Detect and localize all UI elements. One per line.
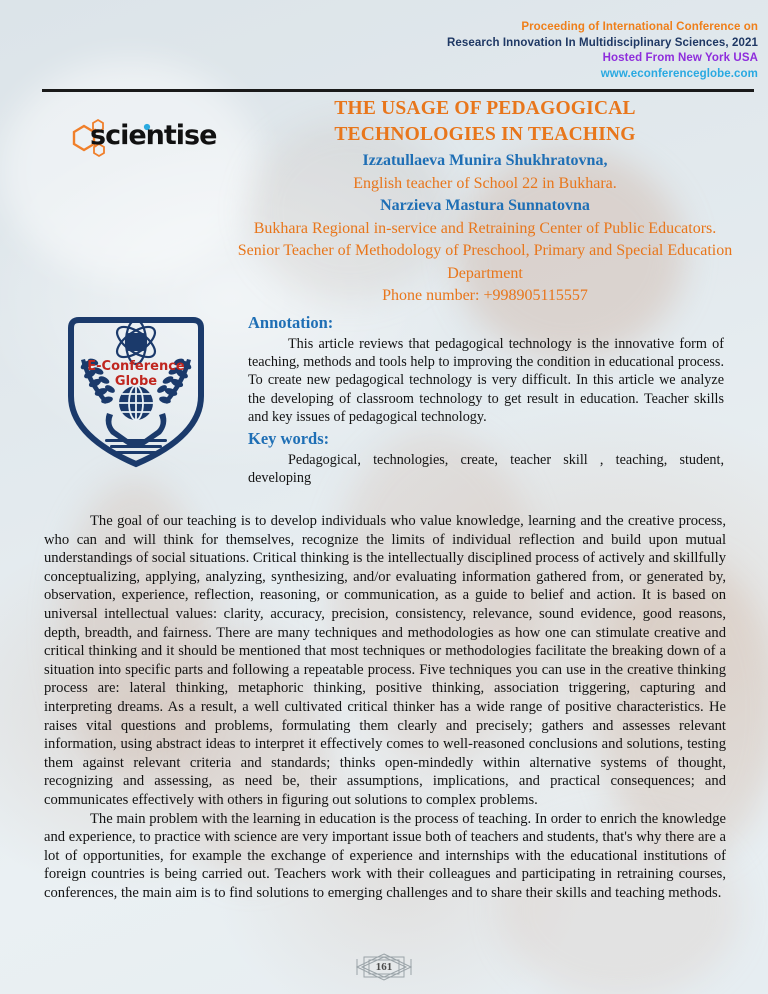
annotation-heading: Annotation: [248, 313, 334, 332]
author-name-2: Narzieva Mastura Sunnatovna [380, 197, 590, 214]
header-host-location: Hosted From New York USA [602, 52, 758, 64]
header-proceeding-line: Proceeding of International Conference on [521, 21, 758, 33]
page-number-ornament [336, 953, 432, 981]
article-title-line2: TECHNOLOGIES IN TEACHING [334, 124, 636, 145]
globe-icon [119, 386, 153, 420]
body-paragraph-1: The goal of our teaching is to develop individuals who value knowledge, learning and the creative process, who can and will think for themselves, recognize the limits of individual reflection and build upon mutual understandings of social situations. Critical thinking is the intellectually disciplined process of actively and skillfully conceptualizing, applying, analyzing, synthesizing, and/or evaluating information gathered from, or generated by, observation, experience, reflection, reasoning, or communication, as a guide to belief and action. It is based on universal intellectual values: clarity, accuracy, precision, consistency, relevance, sound evidence, good reasons, depth, breadth, and fairness. There are many techniques and methodologies as how one can stimulate creative and critical thinking and it should be mentioned that most techniques or methodologies facilitate the breaking down of a situation into specific parts and following a repeatable process. Five techniques you can use in the creative thinking process are: lateral thinking, metaphoric thinking, positive thinking, association triggering, capturing and interpreting dreams. As a result, a well cultivated critical thinker has a wide range of positive characteristics. He raises vital questions and problems, formulating them clearly and precisely; gathers and assesses relevant information, using abstract ideas to interpret it effectively comes to well-reasoned conclusions and solutions, testing them against relevant criteria and standards; thinks open-mindedly within alternative systems of thought, recognizing and assessing, as need be, their assumptions, implications, and practical consequences; and communicates effectively with others in figuring out solutions to complex problems. [44, 513, 726, 808]
scientise-wordmark: scientise [90, 120, 217, 151]
background-watermark [0, 60, 260, 280]
author-affiliation-2: Bukhara Regional in-service and Retraining Center of Public Educators. Senior Teacher of Methodology of Preschool, Primary and Special Education Department [237, 219, 733, 282]
header-conference-name: Research Innovation In Multidisciplinary Sciences, 2021 [447, 36, 758, 49]
article-body [44, 512, 726, 902]
author-name-1: Izzatullaeva Munira Shukhratovna, [362, 152, 608, 169]
atom-core-icon [127, 333, 145, 351]
econference-globe-badge [57, 312, 215, 472]
badge-label-line1: E-Conference [87, 359, 185, 374]
author-affiliation-1: English teacher of School 22 in Bukhara. [353, 174, 617, 192]
abstract-section [248, 312, 724, 487]
annotation-text: This article reviews that pedagogical technology is the innovative form of teaching, methods and tools help to improving the condition in educational process. To create new pedagogical technology is very difficult. In this article we analyze the developing of classroom technology to get result in education. Teacher skills and key issues of pedagogical technology. [248, 336, 724, 425]
author-block [232, 150, 738, 308]
badge-label [57, 359, 215, 389]
article-title [232, 96, 738, 148]
page-number: 161 [375, 961, 393, 973]
header-website-link[interactable]: www.econferenceglobe.com [600, 67, 758, 80]
body-paragraph-2: The main problem with the learning in education is the process of teaching. In order to enrich the knowledge and experience, to practice with science are very important issue both of teachers and students, that's why there are a lot of opportunities, for example the exchange of experience and internships with the educational institutions of foreign countries is being carried out. Teachers work with their colleagues and participating in retraining courses, conferences, the main aim is to find solutions to emerging challenges and to share their skills and teaching methods. [44, 810, 726, 901]
scientise-logo [68, 118, 217, 158]
conference-header [338, 20, 758, 82]
author-phone-2: Phone number: +998905115557 [382, 287, 588, 304]
keywords-heading: Key words: [248, 429, 330, 449]
keywords-text: Pedagogical, technologies, create, teacher skill , teaching, student, developing [248, 452, 724, 487]
article-title-line1: THE USAGE OF PEDAGOGICAL [334, 98, 636, 119]
badge-label-line2: Globe [114, 374, 158, 389]
header-divider-rule [42, 89, 754, 92]
page-footer [0, 953, 768, 986]
